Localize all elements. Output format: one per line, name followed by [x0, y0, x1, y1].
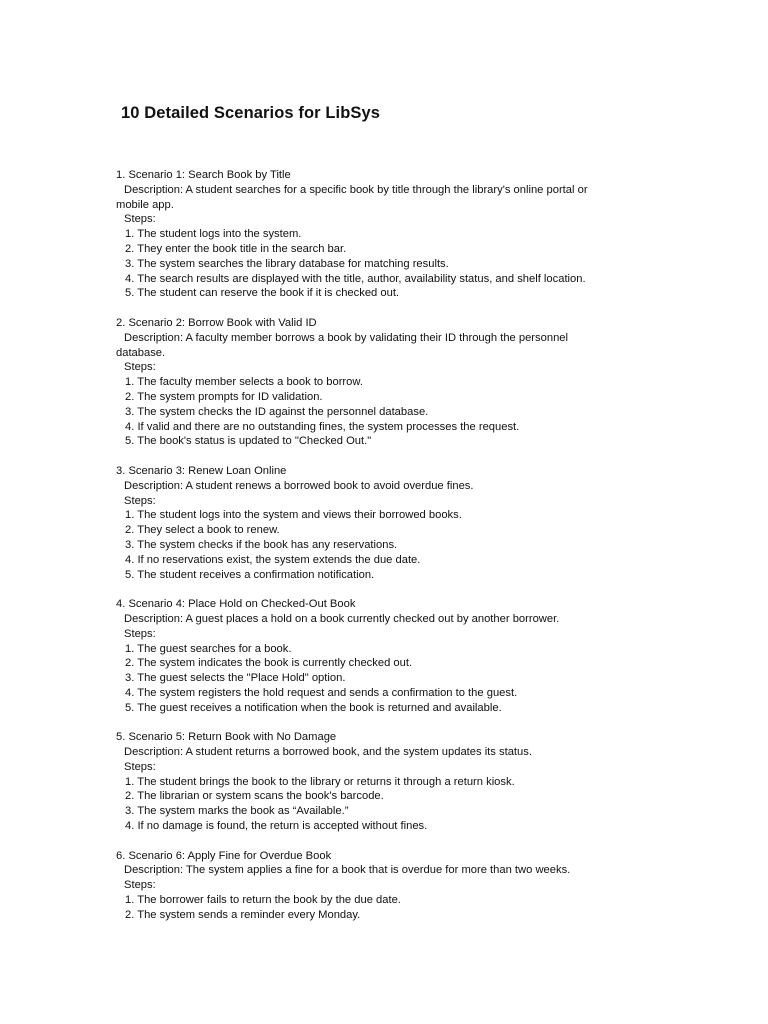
scenario-block	[116, 849, 636, 923]
scenario-block	[116, 464, 636, 582]
steps-label: Steps:	[124, 213, 156, 226]
step-item: 3. The system checks the ID against the personnel database.	[125, 405, 429, 418]
scenario-heading: 6. Scenario 6: Apply Fine for Overdue Book	[116, 849, 332, 862]
step-item: 2. They enter the book title in the search bar.	[125, 242, 347, 255]
step-item: 1. The guest searches for a book.	[125, 642, 292, 655]
scenario-description: Description: A faculty member borrows a book by validating their ID through the personnel	[124, 331, 569, 344]
steps-label: Steps:	[124, 760, 156, 773]
steps-label: Steps:	[124, 627, 156, 640]
step-item: 3. The guest selects the "Place Hold" option.	[125, 672, 346, 685]
scenario-description: Description: A guest places a hold on a book currently checked out by another borrower.	[124, 612, 560, 625]
step-item: 3. The system searches the library database for matching results.	[125, 257, 449, 270]
step-item: 2. The system indicates the book is currently checked out.	[125, 657, 413, 670]
scenario-block	[116, 168, 636, 301]
scenario-description: Description: The system applies a fine for a book that is overdue for more than two weeks.	[124, 864, 571, 877]
scenario-block	[116, 316, 636, 449]
step-item: 5. The student receives a confirmation notification.	[125, 568, 375, 581]
scenario-description: Description: A student searches for a specific book by title through the library's online portal or	[124, 183, 588, 196]
scenario-description-continued: mobile app.	[116, 198, 174, 211]
step-item: 5. The book's status is updated to "Checked Out."	[125, 435, 372, 448]
page-title: 10 Detailed Scenarios for LibSys	[121, 104, 381, 122]
scenario-heading: 2. Scenario 2: Borrow Book with Valid ID	[116, 316, 317, 329]
step-item: 2. The librarian or system scans the book's barcode.	[125, 790, 384, 803]
scenario-heading: 3. Scenario 3: Renew Loan Online	[116, 464, 287, 477]
scenario-description: Description: A student renews a borrowed book to avoid overdue fines.	[124, 479, 474, 492]
step-item: 2. The system sends a reminder every Monday.	[125, 908, 361, 921]
steps-label: Steps:	[124, 879, 156, 892]
step-item: 1. The borrower fails to return the book by the due date.	[125, 894, 401, 907]
scenario-description: Description: A student returns a borrowed book, and the system updates its status.	[124, 746, 532, 759]
step-item: 4. The system registers the hold request and sends a confirmation to the guest.	[125, 686, 518, 699]
step-item: 1. The student brings the book to the library or returns it through a return kiosk.	[125, 775, 515, 788]
step-item: 5. The student can reserve the book if it is checked out.	[125, 287, 400, 300]
step-item: 3. The system checks if the book has any reservations.	[125, 538, 398, 551]
step-item: 5. The guest receives a notification when the book is returned and available.	[125, 701, 502, 714]
scenario-heading: 1. Scenario 1: Search Book by Title	[116, 169, 291, 181]
step-item: 4. If no reservations exist, the system extends the due date.	[125, 553, 421, 566]
step-item: 2. They select a book to renew.	[125, 524, 280, 537]
scenario-heading: 4. Scenario 4: Place Hold on Checked-Out Book	[116, 598, 356, 611]
scenario-list	[116, 168, 636, 937]
scenario-block	[116, 730, 636, 834]
scenario-description-continued: database.	[116, 346, 166, 359]
step-item: 3. The system marks the book as “Available.”	[125, 805, 349, 818]
steps-label: Steps:	[124, 361, 156, 374]
step-item: 2. The system prompts for ID validation.	[125, 390, 323, 403]
step-item: 1. The faculty member selects a book to borrow.	[125, 376, 363, 389]
steps-label: Steps:	[124, 494, 156, 507]
step-item: 4. If valid and there are no outstanding fines, the system processes the request.	[125, 420, 520, 433]
step-item: 1. The student logs into the system and views their borrowed books.	[125, 509, 462, 522]
step-item: 4. The search results are displayed with the title, author, availability status, and shelf location.	[125, 272, 586, 285]
scenario-heading: 5. Scenario 5: Return Book with No Damage	[116, 731, 337, 744]
step-item: 4. If no damage is found, the return is accepted without fines.	[125, 820, 428, 833]
step-item: 1. The student logs into the system.	[125, 228, 302, 241]
scenario-block	[116, 597, 636, 715]
